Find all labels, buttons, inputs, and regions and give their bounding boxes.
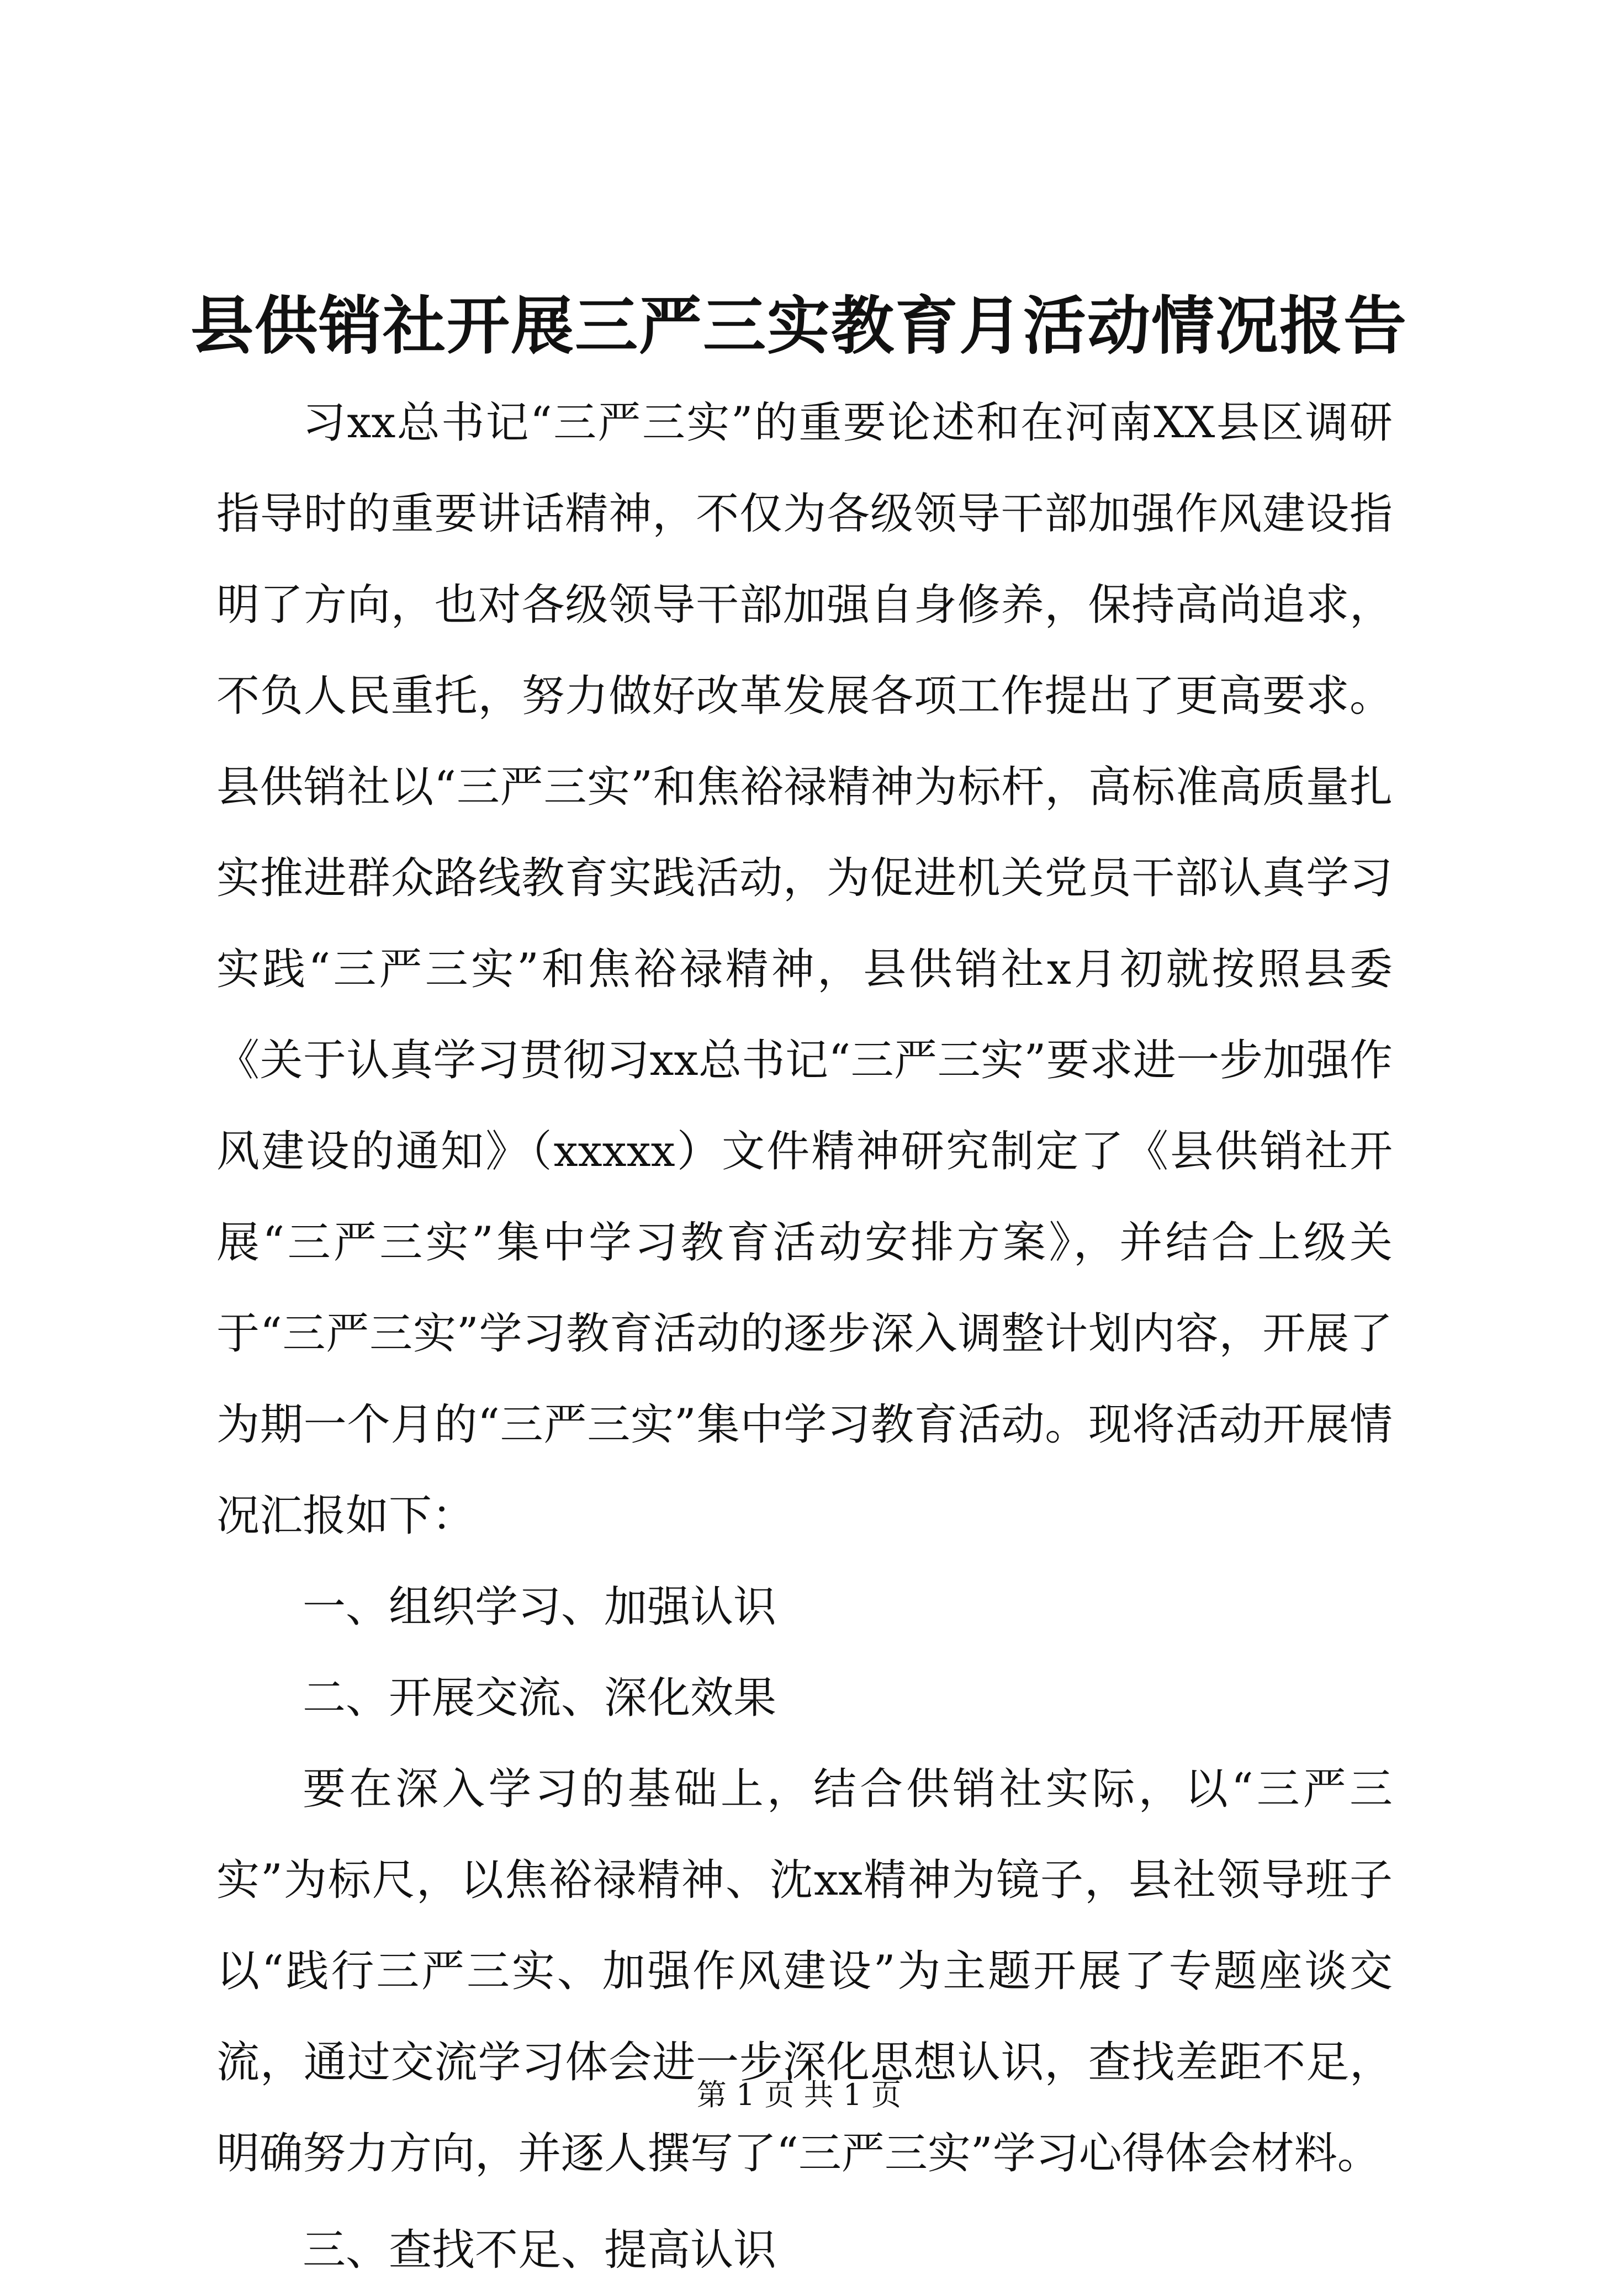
section-heading-2: 二、开展交流、深化效果 <box>303 1673 777 1723</box>
spacer <box>216 2199 1393 2205</box>
document-body <box>216 378 1393 2296</box>
section-heading-1: 一、组织学习、加强认识 <box>303 1582 777 1632</box>
section-2-paragraph: 要在深入学习的基础上，结合供销社实际，以“三严三实”为标尺，以焦裕禄精神、沈xx精神为镜子，县社领导班子以“践行三严三实、加强作风建设”为主题开展了专题座谈交流，通过交流学习体会进一步深化思想认识，查找差距不足，明确努力方向，并逐人撰写了“三严三实”学习心得体会材料。 <box>216 1764 1393 2178</box>
page-footer: 第 1 页 共 1 页 <box>696 2077 902 2112</box>
intro-paragraph: 习xx总书记“三严三实”的重要论述和在河南XX县区调研指导时的重要讲话精神，不仅为各级领导干部加强作风建设指明了方向，也对各级领导干部加强自身修养，保持高尚追求，不负人民重托，努力做好改革发展各项工作提出了更高要求。县供销社以“三严三实”和焦裕禄精神为标杆，高标准高质量扎实推进群众路线教育实践活动，为促进机关党员干部认真学习实践“三严三实”和焦裕禄精神，县供销社x月初就按照县委《关于认真学习贯彻习xx总书记“三严三实”要求进一步加强作风建设的通知》（xxxxx）文件精神研究制定了《县供销社开展“三严三实”集中学习教育活动安排方案》，并结合上级关于“三严三实”学习教育活动的逐步深入调整计划内容，开展了为期一个月的“三严三实”集中学习教育活动。现将活动开展情况汇报如下： <box>216 398 1393 1541</box>
section-heading-3: 三、查找不足、提高认识 <box>303 2225 777 2275</box>
document-title: 县供销社开展三严三实教育月活动情况报告 <box>190 289 1407 363</box>
